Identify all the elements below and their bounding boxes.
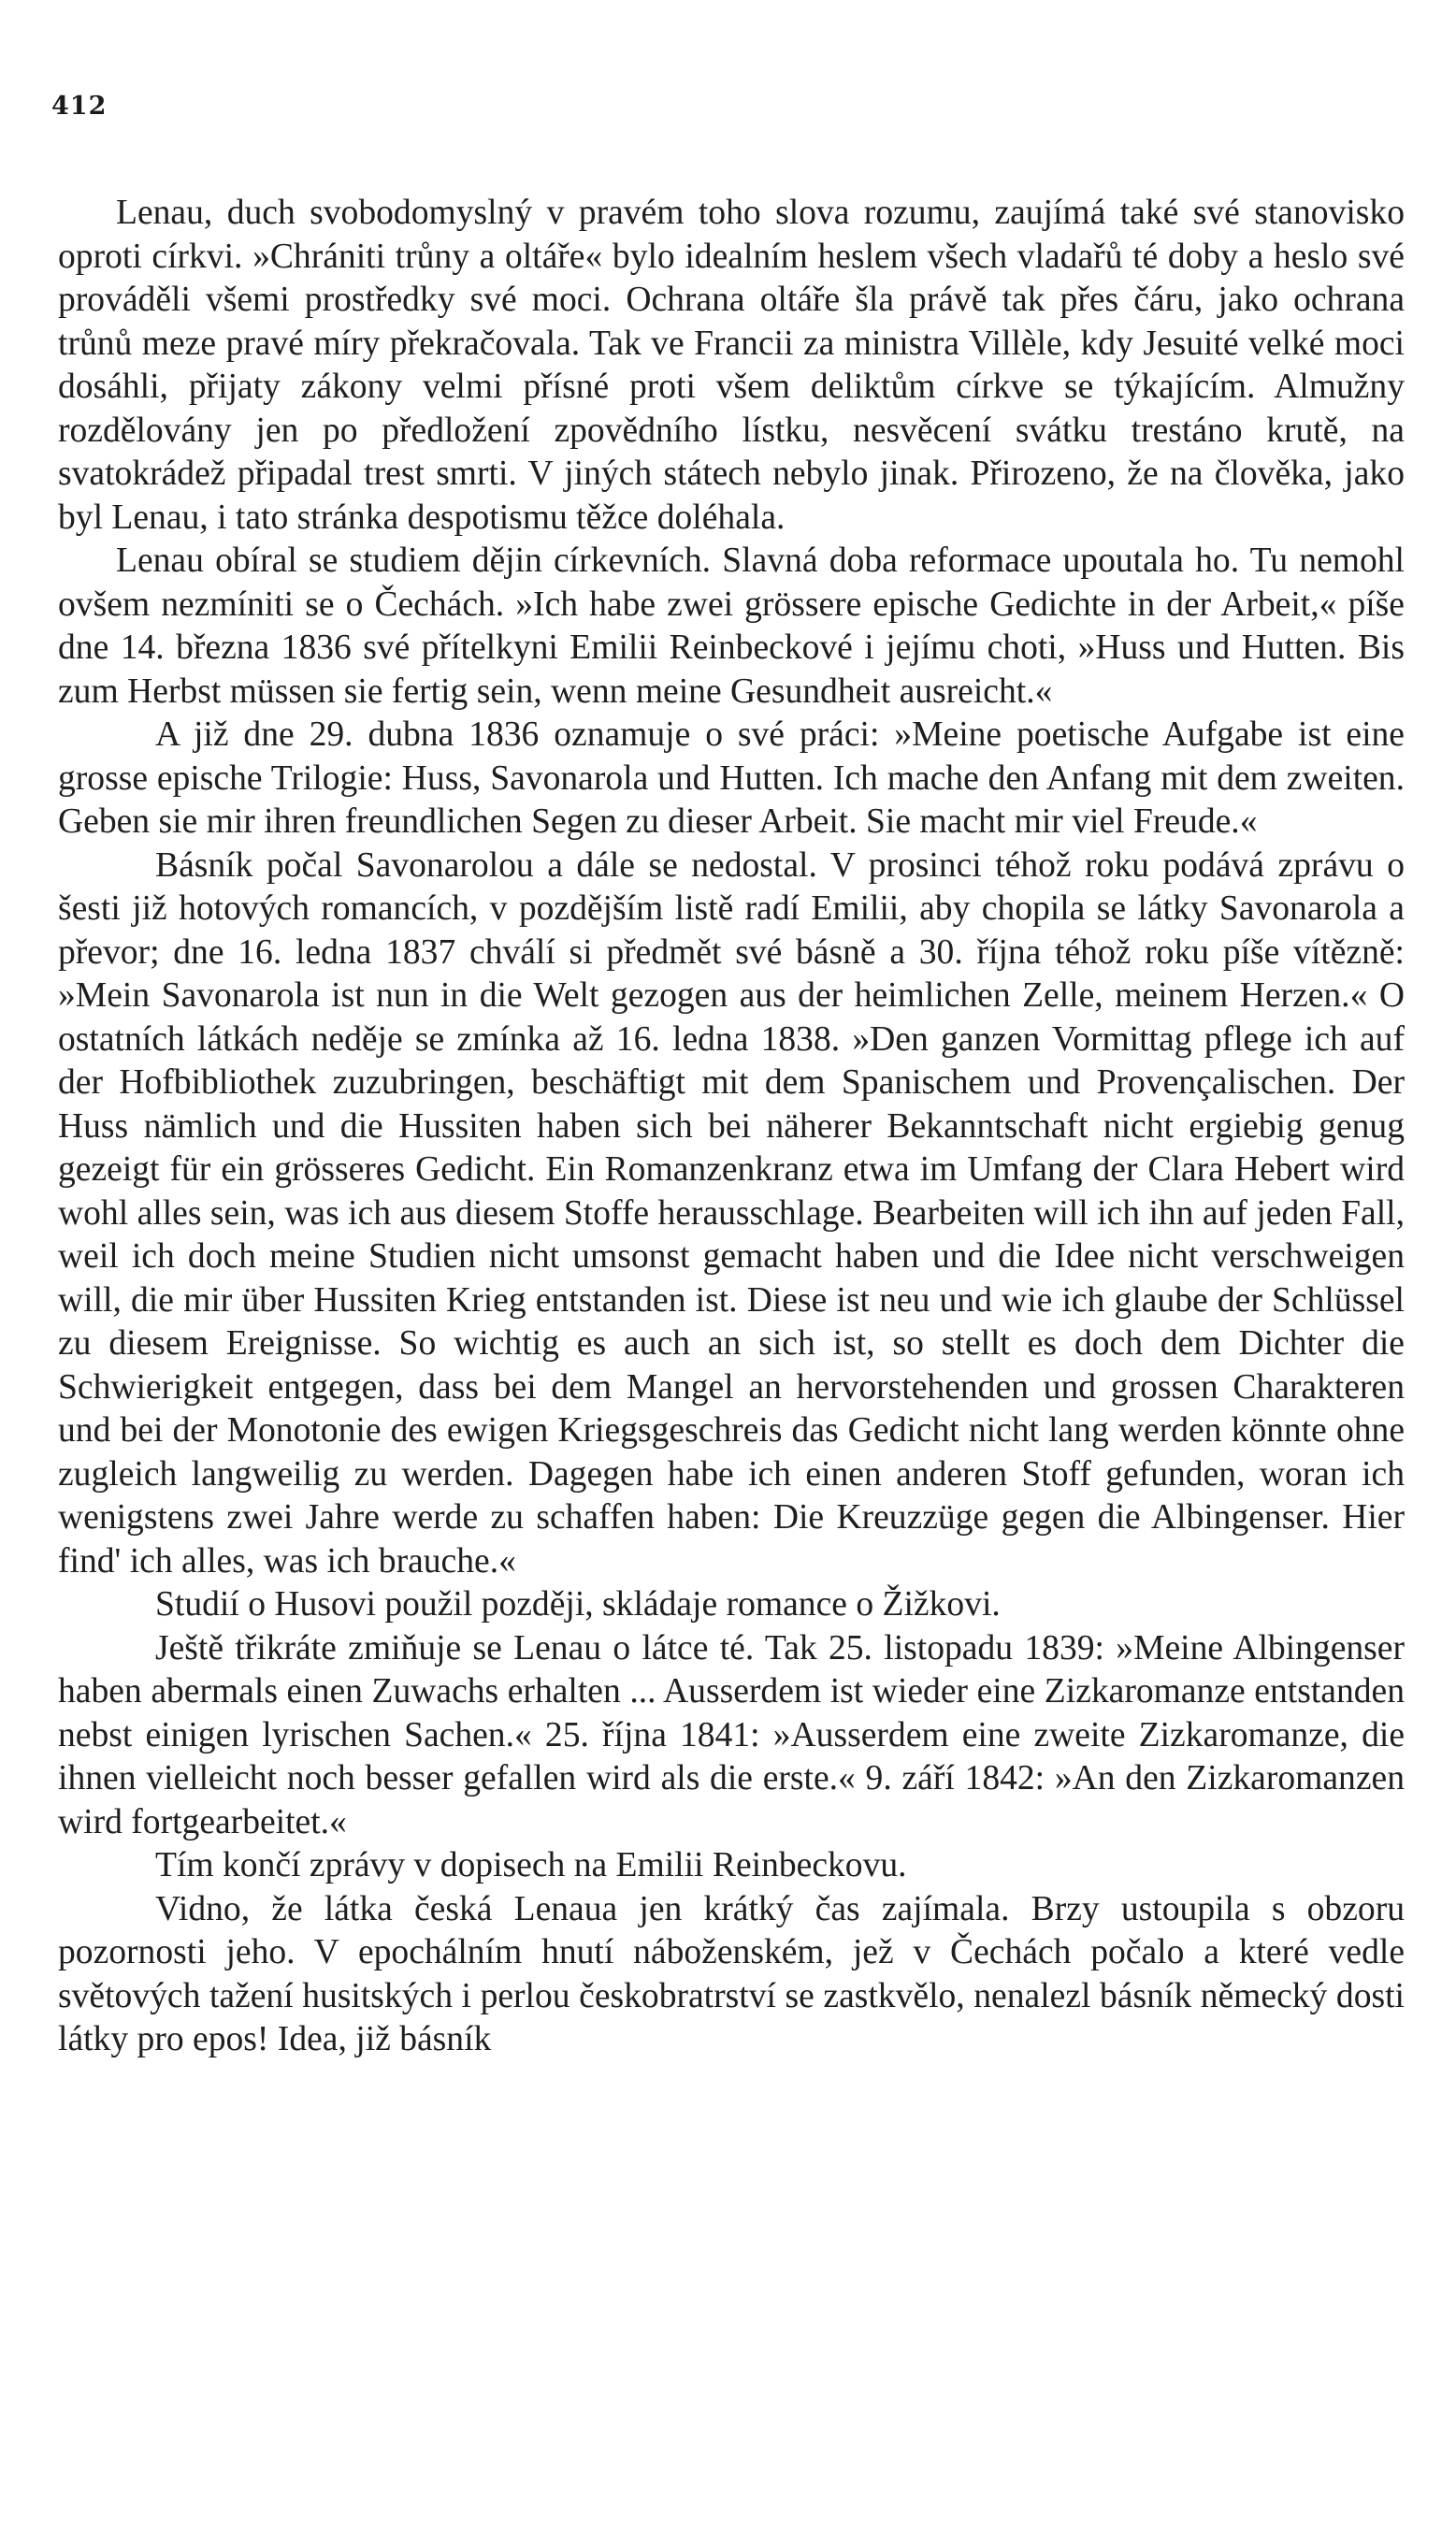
- paragraph-mentions: Ještě třikráte zmiňuje se Lenau o látce té. Tak 25. listopadu 1839: »Meine Albingenser haben abermals einen Zuwachs erhalten ... Ausserdem ist wieder eine Zizkaromanze entstanden nebst einigen lyrischen Sachen.« 25. října 1841: »Ausserdem eine zweite Zizkaromanze, die ihnen vielleicht noch besser gefallen wird als die erste.« 9. září 1842: »An den Zizkaromanzen wird fortgearbeitet.«: [58, 1628, 1405, 1841]
- paragraph-church-history: Lenau obíral se studiem dějin církevních. Slavná doba reformace upoutala ho. Tu nemohl ovšem nezmíniti se o Čechách. »Ich habe zwei grössere epische Gedichte in der Arbeit,« píše dne 14. března 1836 své přítelkyni Emilii Reinbeckové i jejímu choti, »Huss und Hutten. Bis zum Herbst müssen sie fertig sein, wenn meine Gesundheit ausreicht.«: [58, 541, 1405, 711]
- body-text: [58, 192, 1405, 2062]
- paragraph-trilogy: A již dne 29. dubna 1836 oznamuje o své práci: »Meine poetische Aufgabe ist eine grosse epische Trilogie: Huss, Savonarola und Hutten. Ich mache den Anfang mit dem zweiten. Geben sie mir ihren freundlichen Segen zu dieser Arbeit. Sie macht mir viel Freude.«: [58, 715, 1405, 841]
- paragraph-zizka-romance: Studií o Husovi použil později, skládaje romance o Žižkovi.: [155, 1585, 1001, 1624]
- paragraph-letters-end: Tím končí zprávy v dopisech na Emilii Reinbeckovu.: [155, 1846, 907, 1884]
- paragraph-church-stance: Lenau, duch svobodomyslný v pravém toho slova rozumu, zaujímá také své stanovisko oproti církvi. »Chrániti trůny a oltáře« bylo idealním heslem všech vladařů té doby a heslo své prováděli všemi prostředky své moci. Ochrana oltáře šla právě tak přes čáru, jako ochrana trůnů meze pravé míry překračovala. Tak ve Francii za ministra Villèle, kdy Jesuité velké moci dosáhli, přijaty zákony velmi přísné proti všem deliktům církve se týkajícím. Almužny rozdělovány jen po předložení zpovědního lístku, nesvěcení svátku trestáno krutě, na svatokrádež připadal trest smrti. V jiných státech nebylo jinak. Přirozeno, že na člověka, jako byl Lenau, i tato stránka despotismu těžce doléhala.: [58, 194, 1405, 537]
- page-number: 412: [51, 92, 108, 121]
- paragraph-savonarola: Básník počal Savonarolou a dále se nedostal. V prosinci téhož roku podává zprávu o šesti již hotových romancích, v pozdějším listě radí Emilii, aby chopila se látky Savonarola a převor; dne 16. ledna 1837 chválí si předmět své básně a 30. října téhož roku píše vítězně: »Mein Savonarola ist nun in die Welt gezogen aus der heimlichen Zelle, meinem Herzen.« O ostatních látkách neděje se zmínka až 16. ledna 1838. »Den ganzen Vormittag pflege ich auf der Hofbibliothek zuzubringen, beschäftigt mit dem Spanischem und Provençalischen. Der Huss nämlich und die Hussiten haben sich bei näherer Bekanntschaft nicht ergiebig genug gezeigt für ein grösseres Gedicht. Ein Romanzenkranz etwa im Umfang der Clara Hebert wird wohl alles sein, was ich aus diesem Stoffe herausschlage. Bearbeiten will ich ihn auf jeden Fall, weil ich doch meine Studien nicht umsonst gemacht haben und die Idee nicht verschweigen will, die mir über Hussiten Krieg entstanden ist. Diese ist neu und wie ich glaube der Schlüssel zu diesem Ereignisse. So wichtig es auch an sich ist, so stellt es doch dem Dichter die Schwierigkeit entgegen, dass bei dem Mangel an hervorstehenden und grossen Charakteren und bei der Monotonie des ewigen Kriegsgeschreis das Gedicht nicht lang werden könnte ohne zugleich langweilig zu werden. Dagegen habe ich einen anderen Stoff gefunden, woran ich wenigstens zwei Jahre werde zu schaffen haben: Die Kreuzzüge gegen die Albingenser. Hier find' ich alles, was ich brauche.«: [58, 845, 1405, 1581]
- paragraph-conclusion: Vidno, že látka česká Lenaua jen krátký čas zajímala. Brzy ustoupila s obzoru pozornosti jeho. V epochálním hnutí náboženském, jež v Čechách počalo a které vedle světových tažení husitských i perlou českobratrství se zastkvělo, nenalezl básník německý dosti látky pro epos! Idea, již básník: [58, 1889, 1405, 2058]
